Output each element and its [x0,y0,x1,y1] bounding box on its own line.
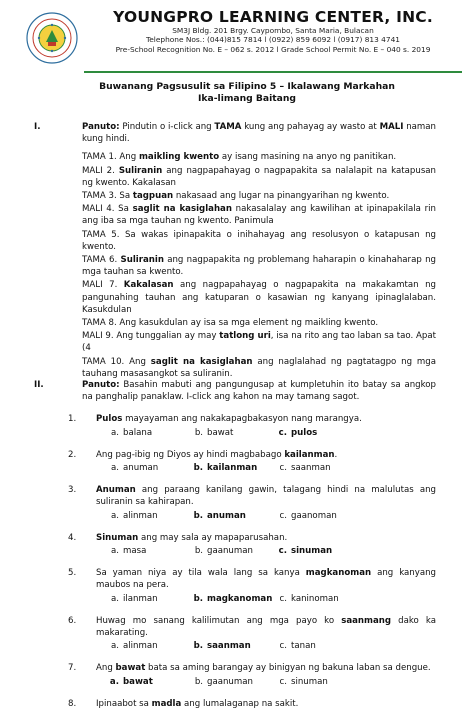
option-text: saanman [207,641,251,652]
item-text: ay isang masining na anyo ng panitikan. [219,152,397,163]
option-text: anuman [123,463,159,474]
answer-options [106,640,436,652]
answer-options [106,545,436,557]
answer-option[interactable] [106,640,190,652]
option-letter: b. [193,463,203,474]
multiple-choice-questions [68,413,436,710]
question-keyword: Sinuman [96,532,139,543]
option-text: bawat [123,676,153,687]
option-letter: a. [111,593,119,604]
question-text [68,615,436,639]
question-number: 2. [68,449,77,460]
item-text: ang nagpapakita ng problemang haharapin o kinahaharap ng mga tauhan sa kwento. [82,255,436,278]
school-logo-icon [26,12,78,64]
true-false-item[interactable] [82,190,436,202]
question-keyword: magkanoman [305,568,372,579]
exam-title-line2: Ika-limang Baitang [198,93,296,104]
item-keyword: Kakalasan [123,280,174,291]
answer-options [106,510,436,522]
true-false-item[interactable] [82,330,436,354]
question-part: ang may sala ay mapaparusahan. [138,532,288,543]
option-letter: a. [111,510,119,521]
option-text: kailanman [207,463,258,474]
section-2-numeral: II. [34,380,44,390]
item-text: nakasaad ang lugar na pinangyarihan ng kwento. [173,191,390,202]
true-false-item[interactable] [82,279,436,316]
school-telephone: Telephone Nos.: (044)815 7814 l (0922) 859 6092 l (0917) 813 4741 [146,35,400,45]
item-text: TAMA 5. Sa wakas ipinapakita o inihahayag ang resolusyon o katapusan ng kwento. [82,229,436,252]
item-text: TAMA 6. [82,255,121,266]
school-name: YOUNGPRO LEARNING CENTER, INC. [113,8,433,26]
question-number: 4. [68,532,77,543]
option-text: saanman [291,463,331,474]
item-text: TAMA 1. Ang [82,152,139,163]
question [68,413,436,438]
answer-option[interactable] [190,427,274,439]
item-text: MALI 7. [82,280,124,291]
answer-options [106,427,436,439]
item-keyword: saglit na kasiglahan [150,356,253,367]
question [68,532,436,557]
question [68,698,436,710]
option-text: balana [123,427,153,438]
option-letter: b. [194,676,203,687]
answer-option[interactable] [106,427,190,439]
question [68,567,436,605]
option-text: gaanoman [291,510,337,521]
item-keyword: maikling kwento [138,152,220,163]
item-text: ang nagpapahayag o nagpapakita na makakamtan ng pangunahing tauhan ang katuparan o kasawian ng kanyang ipinaglalaban. Kasukdulan [82,280,436,315]
item-text: , isa na rito ang tao laban sa tao. Apat (4 [82,331,436,354]
question [68,615,436,653]
true-false-item[interactable] [82,151,436,163]
answer-options [106,593,436,605]
item-keyword: tatlong uri [219,331,271,342]
true-false-item[interactable] [82,203,436,227]
item-text: TAMA 8. Ang kasukdulan ay isa sa mga element ng maikling kwento. [82,318,379,329]
answer-option[interactable] [190,462,274,474]
option-letter: b. [194,427,203,438]
question-text [68,449,436,461]
section-2-instructions: Panuto: Basahin mabuti ang pangungusap at kumpletuhin ito batay sa angkop na panghalip panaklaw. I-click ang kahon na may tamang sagot. [82,380,436,403]
section-1 [34,121,436,380]
option-text: gaanuman [207,676,253,687]
answer-option[interactable] [106,593,190,605]
item-text: MALI 9. Ang tunggalian ay may [82,331,220,342]
answer-option[interactable] [190,545,274,557]
option-letter: c. [279,593,287,604]
option-text: masa [123,546,147,557]
answer-option[interactable] [190,510,274,522]
answer-option[interactable] [190,640,274,652]
section-1-instructions: Panuto: Pindutin o i-click ang TAMA kung ang pahayag ay wasto at MALI naman kung hindi. [82,122,437,145]
answer-option[interactable] [274,593,358,605]
item-text: ang naglalahad ng pagtatagpo ng mga tauhang masasangkot sa suliranin. [82,356,436,379]
question-keyword: bawat [115,663,146,674]
option-letter: c. [279,641,287,652]
instructions-label: Panuto: [82,380,120,390]
answer-option[interactable] [274,462,358,474]
answer-option[interactable] [274,427,358,439]
question-part: ang kanyang maubos na pera. [96,568,436,591]
section-2 [34,379,436,710]
question-part: Ang [96,663,116,674]
option-text: pulos [291,427,318,438]
item-keyword: Suliranin [120,255,164,266]
true-false-item[interactable] [82,229,436,253]
question-number: 5. [68,568,77,579]
option-text: sinuman [291,546,333,557]
option-letter: c. [279,510,287,521]
item-text: nakasalalay ang kawilihan at ipinapakilala rin ang iba sa mga tauhan ng kwento. Panimula [82,204,436,227]
question [68,449,436,474]
question-keyword: saanmang [341,615,392,626]
question-text [68,662,436,674]
option-letter: c. [278,427,287,438]
answer-option[interactable] [106,676,190,688]
true-false-item[interactable] [82,356,436,380]
exam-title [40,81,454,105]
option-text: alinman [123,641,158,652]
option-letter: a. [111,641,119,652]
question-keyword: Pulos [96,414,123,425]
option-text: kaninoman [291,593,339,604]
exam-title-line1: Buwanang Pagsusulit sa Filipino 5 – Ikalawang Markahan [99,81,395,92]
question-number: 3. [68,485,77,496]
question-number: 1. [68,414,77,425]
option-letter: a. [111,427,119,438]
header-divider [84,71,462,73]
question-keyword: madla [151,698,182,709]
option-letter: b. [194,546,203,557]
school-header [84,8,462,54]
answer-options [106,462,436,474]
item-text: MALI 2. [82,165,119,176]
option-letter: c. [279,676,287,687]
answer-option[interactable] [106,510,190,522]
answer-option[interactable] [106,545,190,557]
option-text: ilanman [123,593,158,604]
question-text [68,567,436,591]
item-text: TAMA 10. Ang [82,356,151,367]
option-letter: b. [193,593,203,604]
option-letter: a. [111,463,119,474]
true-false-item[interactable] [82,254,436,278]
answer-option[interactable] [274,640,358,652]
true-false-item[interactable] [82,317,436,329]
option-text: alinman [123,510,158,521]
answer-option[interactable] [274,545,358,557]
question-part: Huwag mo sanang kalilimutan ang mga payo ko [96,615,342,626]
question-part: Sa yaman niya ay tila wala lang sa kanya [96,568,306,579]
question-keyword: Anuman [96,485,136,496]
option-letter: c. [278,546,287,557]
option-letter: a. [111,546,119,557]
option-text: bawat [207,427,234,438]
item-text: MALI 4. Sa [82,204,133,215]
answer-option[interactable] [190,593,274,605]
answer-options [106,676,436,688]
option-letter: a. [109,676,119,687]
question [68,484,436,522]
question-part: Ang pag-ibig ng Diyos ay hindi magbabago [96,449,285,460]
answer-option[interactable] [274,510,358,522]
option-text: anuman [207,510,246,521]
question-text [68,413,436,425]
question-part: Ipinaabot sa [96,698,152,709]
item-text: TAMA 3. Sa [82,191,133,202]
section-1-numeral: I. [34,122,41,132]
question-number: 6. [68,615,77,626]
true-false-items [82,151,436,380]
question-part: bata sa aming barangay ay binigyan ng bakuna laban sa dengue. [145,663,431,674]
answer-option[interactable] [190,676,274,688]
option-text: sinuman [291,676,328,687]
answer-option[interactable] [106,462,190,474]
question-text [68,532,436,544]
option-text: gaanuman [207,546,253,557]
answer-option[interactable] [274,676,358,688]
item-text: ang nagpapahayag o nagpapakita sa nalalapit na katapusan ng kwento. Kakalasan [82,165,437,188]
question-part: ang lumalaganap na sakit. [181,698,299,709]
question-number: 8. [68,698,77,709]
question-part: ang paraang kanilang gawin, talagang hindi na malulutas ang suliranin sa kahirapan. [96,485,436,508]
item-keyword: saglit na kasiglahan [132,204,232,215]
question-part: mayayaman ang nakakapagbakasyon nang marangya. [122,414,362,425]
option-text: magkanoman [207,593,273,604]
school-address: SM3J Bldg. 201 Brgy. Caypombo, Santa Maria, Bulacan [172,26,374,35]
item-keyword: tagpuan [132,191,174,202]
question [68,662,436,687]
option-text: tanan [291,641,316,652]
option-letter: b. [193,641,203,652]
option-letter: c. [279,463,287,474]
question-part: dako ka makarating. [96,615,436,639]
question-number: 7. [68,663,77,674]
question-text [68,698,436,710]
question-keyword: kailanman [284,449,335,460]
item-keyword: Suliranin [118,165,163,176]
true-false-item[interactable] [82,165,436,189]
instructions-label: Panuto: [82,122,120,132]
option-letter: b. [193,510,203,521]
question-part: . [334,449,338,460]
school-recognition: Pre-School Recognition No. E – 062 s. 2012 l Grade School Permit No. E – 040 s. 2019 [115,44,431,54]
question-text [68,484,436,508]
